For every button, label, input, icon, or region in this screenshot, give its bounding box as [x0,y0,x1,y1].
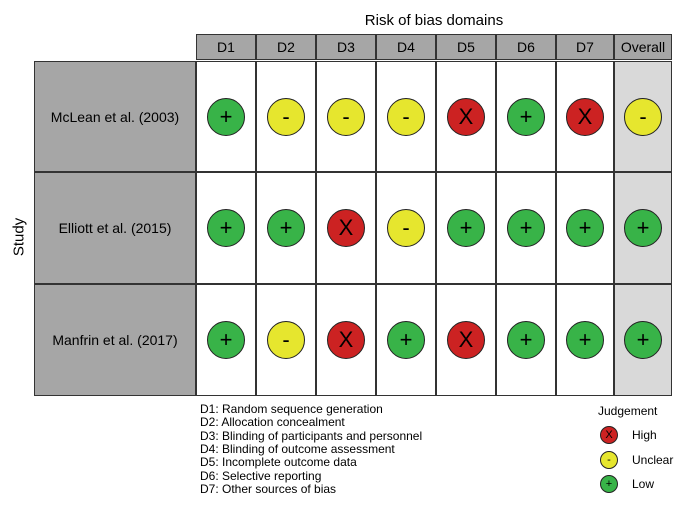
judgement-high-icon: X [327,209,365,247]
y-axis-label-text: Study [10,217,28,257]
judgement-unclear-icon: - [387,98,425,136]
judgement-unclear-icon: - [267,321,305,359]
judgement-legend-label: Unclear [632,453,674,467]
judgement-low-icon: + [566,209,604,247]
judgement-high-icon: X [327,321,365,359]
judgement-unclear-icon: - [327,98,365,136]
judgement-cell [376,61,436,172]
judgement-cell [256,61,316,172]
column-header-d5: D5 [436,34,496,60]
column-header-d1: D1 [196,34,256,60]
judgement-high-icon: X [447,98,485,136]
judgement-legend-label: Low [632,477,655,491]
judgement-low-icon: + [207,321,245,359]
judgement-cell [256,172,316,284]
study-label: Manfrin et al. (2017) [34,284,196,396]
study-label: Elliott et al. (2015) [34,172,196,284]
domain-legend-item: D7: Other sources of bias [200,481,337,496]
judgement-cell [436,284,496,396]
column-header-d2: D2 [256,34,316,60]
judgement-low-icon: + [507,98,545,136]
domain-legend-item: D2: Allocation concealment [200,415,345,430]
judgement-low-icon: + [387,321,425,359]
judgement-cell [556,61,614,172]
column-header-d3: D3 [316,34,376,60]
judgement-low-icon: + [566,321,604,359]
judgement-high-icon: X [600,426,618,444]
column-header-d4: D4 [376,34,436,60]
domain-legend-item: D5: Incomplete outcome data [200,455,357,470]
judgement-legend-label: High [632,428,657,442]
judgement-cell [316,61,376,172]
column-header-d7: D7 [556,34,614,60]
chart-title: Risk of bias domains [364,12,504,29]
judgement-unclear-icon: - [600,451,618,469]
judgement-low-icon: + [624,321,662,359]
judgement-cell [196,61,256,172]
judgement-legend-title: Judgement [598,404,658,418]
judgement-cell [376,172,436,284]
judgement-low-icon: + [507,209,545,247]
judgement-low-icon: + [624,209,662,247]
domain-legend-item: D1: Random sequence generation [200,402,383,416]
judgement-cell [316,172,376,284]
judgement-cell [316,284,376,396]
judgement-cell [556,284,614,396]
judgement-high-icon: X [566,98,604,136]
judgement-high-icon: X [447,321,485,359]
judgement-unclear-icon: - [387,209,425,247]
judgement-cell [614,172,672,284]
judgement-unclear-icon: - [267,98,305,136]
judgement-cell [614,61,672,172]
judgement-low-icon: + [267,209,305,247]
judgement-cell [376,284,436,396]
judgement-cell [256,284,316,396]
judgement-low-icon: + [447,209,485,247]
judgement-cell [614,284,672,396]
judgement-low-icon: + [507,321,545,359]
column-header-overall: Overall [614,34,672,60]
judgement-low-icon: + [207,98,245,136]
judgement-cell [196,172,256,284]
domain-legend-item: D6: Selective reporting [200,468,322,483]
study-label: McLean et al. (2003) [34,61,196,172]
judgement-cell [436,61,496,172]
judgement-cell [496,284,556,396]
domain-legend-item: D4: Blinding of outcome assessment [200,441,395,456]
judgement-low-icon: + [600,475,618,493]
judgement-unclear-icon: - [624,98,662,136]
y-axis-label [4,217,34,257]
judgement-cell [436,172,496,284]
domain-legend-item: D3: Blinding of participants and personnel [200,428,423,443]
judgement-cell [496,61,556,172]
judgement-cell [556,172,614,284]
judgement-low-icon: + [207,209,245,247]
judgement-cell [496,172,556,284]
column-header-d6: D6 [496,34,556,60]
judgement-cell [196,284,256,396]
